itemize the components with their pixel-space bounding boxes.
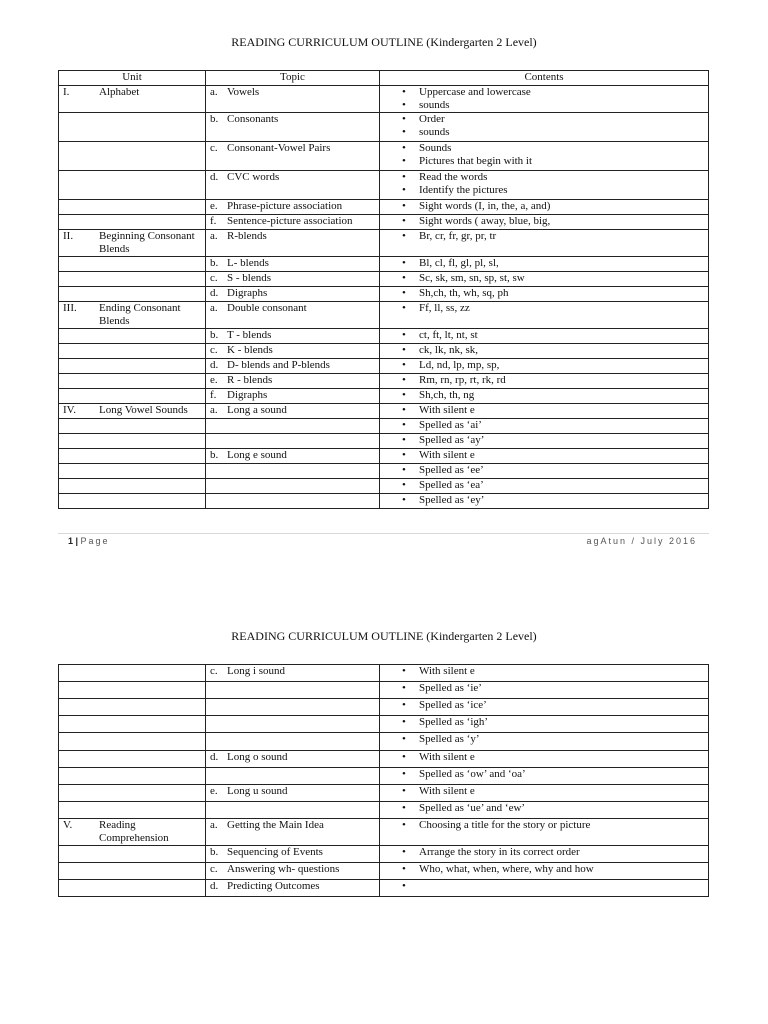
topic-cell (206, 302, 380, 329)
topic-name: D- blends and P-blends (227, 359, 330, 371)
contents-cell (380, 863, 709, 880)
unit-cell (59, 359, 206, 374)
topic-cell (206, 113, 380, 142)
unit-name: Ending Consonant Blends (99, 302, 181, 327)
table-row (59, 230, 709, 257)
topic-name: Long i sound (227, 665, 286, 677)
table-row (59, 494, 709, 509)
table-row (59, 479, 709, 494)
unit-cell (59, 699, 206, 716)
content-bullet: • With silent e (384, 785, 708, 798)
topic-name: Long a sound (227, 404, 287, 416)
topic-letter: d. (210, 287, 219, 299)
table-row (59, 200, 709, 215)
topic-cell (206, 880, 380, 897)
table-row (59, 464, 709, 479)
unit-cell (59, 302, 206, 329)
topic-name: Digraphs (227, 287, 268, 299)
unit-cell (59, 374, 206, 389)
contents-cell (380, 419, 709, 434)
page-footer (58, 533, 709, 550)
topic-cell (206, 819, 380, 846)
contents-cell (380, 699, 709, 716)
contents-cell (380, 287, 709, 302)
unit-cell (59, 287, 206, 302)
content-bullet: • Bl, cl, fl, gl, pl, sl, (384, 257, 708, 270)
unit-number: I. (63, 86, 70, 98)
unit-cell (59, 846, 206, 863)
table-row (59, 374, 709, 389)
table-row (59, 287, 709, 302)
content-bullet: • With silent e (384, 665, 708, 678)
unit-cell (59, 479, 206, 494)
unit-number: II. (63, 230, 74, 242)
topic-cell (206, 374, 380, 389)
unit-number: III. (63, 302, 77, 314)
unit-cell (59, 171, 206, 200)
topic-cell (206, 257, 380, 272)
contents-cell (380, 272, 709, 287)
table-row (59, 819, 709, 846)
topic-letter: b. (210, 113, 219, 125)
topic-header: Topic (206, 71, 380, 86)
contents-cell (380, 257, 709, 272)
unit-cell (59, 86, 206, 113)
topic-cell (206, 802, 380, 819)
contents-cell (380, 785, 709, 802)
topic-letter: c. (210, 272, 218, 284)
content-bullet: • Spelled as ‘ey’ (384, 494, 708, 507)
topic-cell (206, 863, 380, 880)
unit-cell (59, 682, 206, 699)
contents-cell (380, 494, 709, 509)
topic-cell (206, 449, 380, 464)
topic-letter: d. (210, 359, 219, 371)
table-row (59, 302, 709, 329)
topic-letter: f. (210, 215, 217, 227)
unit-cell (59, 215, 206, 230)
table-row (59, 665, 709, 682)
topic-cell (206, 389, 380, 404)
unit-cell (59, 716, 206, 733)
topic-cell (206, 846, 380, 863)
unit-cell (59, 142, 206, 171)
table-row (59, 802, 709, 819)
unit-cell (59, 230, 206, 257)
unit-number: IV. (63, 404, 76, 416)
unit-cell (59, 329, 206, 344)
contents-cell (380, 768, 709, 785)
topic-letter: f. (210, 389, 217, 401)
contents-cell (380, 449, 709, 464)
content-bullet: • Br, cr, fr, gr, pr, tr (384, 230, 708, 243)
curriculum-table-1 (58, 70, 709, 509)
unit-cell (59, 733, 206, 751)
topic-name: Getting the Main Idea (227, 819, 324, 831)
topic-cell (206, 142, 380, 171)
table-header-row (59, 71, 709, 86)
table-row (59, 359, 709, 374)
topic-letter: b. (210, 846, 219, 858)
topic-cell (206, 287, 380, 302)
topic-name: CVC words (227, 171, 280, 183)
page-title-1: READING CURRICULUM OUTLINE (Kindergarten 2 Level) (231, 35, 537, 49)
content-bullet: • Rm, rn, rp, rt, rk, rd (384, 374, 708, 387)
topic-letter: e. (210, 374, 218, 386)
topic-name: Double consonant (227, 302, 307, 314)
unit-name: Reading Comprehension (99, 819, 169, 844)
content-bullet: • Who, what, when, where, why and how (384, 863, 708, 876)
unit-cell (59, 434, 206, 449)
table-row (59, 863, 709, 880)
contents-cell (380, 200, 709, 215)
contents-cell (380, 215, 709, 230)
unit-cell (59, 494, 206, 509)
topic-letter: e. (210, 200, 218, 212)
topic-letter: b. (210, 329, 219, 341)
contents-cell (380, 716, 709, 733)
content-bullet: • Pictures that begin with it (384, 155, 708, 168)
topic-cell (206, 359, 380, 374)
content-bullet: • Spelled as ‘y’ (384, 733, 708, 746)
topic-name: T - blends (227, 329, 272, 341)
table-row (59, 344, 709, 359)
content-bullet: • sounds (384, 126, 708, 139)
contents-cell (380, 880, 709, 897)
contents-cell (380, 682, 709, 699)
topic-letter: e. (210, 785, 218, 797)
unit-name: Beginning Consonant Blends (99, 230, 195, 255)
content-bullet: • With silent e (384, 751, 708, 764)
unit-cell (59, 419, 206, 434)
unit-header: Unit (59, 71, 206, 86)
contents-cell (380, 374, 709, 389)
topic-letter: a. (210, 86, 218, 98)
content-bullet: • Spelled as ‘ea’ (384, 479, 708, 492)
contents-cell (380, 665, 709, 682)
page-number: 1 | Page (68, 536, 110, 546)
contents-cell (380, 230, 709, 257)
contents-cell (380, 344, 709, 359)
topic-letter: c. (210, 344, 218, 356)
table-row (59, 419, 709, 434)
topic-name: R - blends (227, 374, 273, 386)
page-title-2: READING CURRICULUM OUTLINE (Kindergarten 2 Level) (231, 629, 537, 643)
topic-cell (206, 479, 380, 494)
topic-name: Sequencing of Events (227, 846, 323, 858)
unit-cell (59, 257, 206, 272)
content-bullet: • Ld, nd, lp, mp, sp, (384, 359, 708, 372)
contents-cell (380, 434, 709, 449)
content-bullet: • Sh,ch, th, wh, sq, ph (384, 287, 708, 300)
contents-cell (380, 819, 709, 846)
topic-letter: d. (210, 171, 219, 183)
topic-cell (206, 200, 380, 215)
content-bullet: • Choosing a title for the story or picture (384, 819, 708, 832)
content-bullet: • ct, ft, lt, nt, st (384, 329, 708, 342)
topic-name: Answering wh- questions (227, 863, 340, 875)
content-bullet: • Order (384, 113, 708, 126)
unit-name: Long Vowel Sounds (99, 404, 188, 416)
topic-name: Consonants (227, 113, 279, 125)
content-bullet: • Sight words ( away, blue, big, (384, 215, 708, 228)
topic-name: Long u sound (227, 785, 288, 797)
topic-name: Long e sound (227, 449, 287, 461)
topic-letter: d. (210, 751, 219, 763)
topic-letter: c. (210, 142, 218, 154)
topic-letter: a. (210, 302, 218, 314)
contents-cell (380, 464, 709, 479)
unit-cell (59, 768, 206, 785)
topic-letter: c. (210, 665, 218, 677)
topic-name: Phrase-picture association (227, 200, 343, 212)
content-bullet: • Identify the pictures (384, 184, 708, 197)
unit-cell (59, 464, 206, 479)
table-row (59, 716, 709, 733)
unit-number: V. (63, 819, 73, 831)
unit-cell (59, 449, 206, 464)
footer-author-date: agAtun / July 2016 (586, 536, 697, 546)
unit-cell (59, 819, 206, 846)
unit-cell (59, 113, 206, 142)
topic-letter: a. (210, 404, 218, 416)
topic-letter: c. (210, 863, 218, 875)
content-bullet: • Ff, ll, ss, zz (384, 302, 708, 315)
topic-name: R-blends (227, 230, 267, 242)
topic-name: Consonant-Vowel Pairs (227, 142, 331, 154)
contents-header: Contents (380, 71, 709, 86)
topic-cell (206, 665, 380, 682)
table-row (59, 682, 709, 699)
table-row (59, 846, 709, 863)
topic-cell (206, 785, 380, 802)
topic-name: Digraphs (227, 389, 268, 401)
table-row (59, 733, 709, 751)
contents-cell (380, 113, 709, 142)
content-bullet: • Spelled as ‘ay’ (384, 434, 708, 447)
table-row (59, 699, 709, 716)
contents-cell (380, 733, 709, 751)
topic-cell (206, 171, 380, 200)
unit-cell (59, 389, 206, 404)
topic-cell (206, 272, 380, 287)
table-row (59, 434, 709, 449)
content-bullet: • With silent e (384, 449, 708, 462)
topic-letter: b. (210, 449, 219, 461)
unit-cell (59, 665, 206, 682)
topic-letter: d. (210, 880, 219, 892)
topic-letter: a. (210, 819, 218, 831)
content-bullet: • ck, lk, nk, sk, (384, 344, 708, 357)
unit-cell (59, 785, 206, 802)
topic-cell (206, 751, 380, 768)
topic-cell (206, 682, 380, 699)
unit-cell (59, 272, 206, 287)
curriculum-table-2 (58, 664, 709, 897)
topic-cell (206, 464, 380, 479)
table-row (59, 86, 709, 113)
table-row (59, 171, 709, 200)
unit-cell (59, 880, 206, 897)
topic-cell (206, 434, 380, 449)
contents-cell (380, 142, 709, 171)
contents-cell (380, 171, 709, 200)
content-bullet: • Arrange the story in its correct order (384, 846, 708, 859)
topic-name: Sentence-picture association (227, 215, 353, 227)
content-bullet: • With silent e (384, 404, 708, 417)
content-bullet: • sounds (384, 99, 708, 112)
content-bullet: • Sh,ch, th, ng (384, 389, 708, 402)
table-row (59, 404, 709, 419)
contents-cell (380, 359, 709, 374)
table-row (59, 329, 709, 344)
table-row (59, 257, 709, 272)
table-row (59, 785, 709, 802)
topic-cell (206, 419, 380, 434)
contents-cell (380, 479, 709, 494)
topic-letter: b. (210, 257, 219, 269)
topic-cell (206, 716, 380, 733)
content-bullet: • Sc, sk, sm, sn, sp, st, sw (384, 272, 708, 285)
content-bullet: • Spelled as ‘ee’ (384, 464, 708, 477)
table-row (59, 142, 709, 171)
table-row (59, 880, 709, 897)
topic-name: K - blends (227, 344, 273, 356)
unit-cell (59, 404, 206, 419)
topic-name: Vowels (227, 86, 260, 98)
contents-cell (380, 802, 709, 819)
content-bullet: • Uppercase and lowercase (384, 86, 708, 99)
unit-cell (59, 200, 206, 215)
topic-name: Long o sound (227, 751, 288, 763)
topic-name: Predicting Outcomes (227, 880, 320, 892)
table-row (59, 768, 709, 785)
topic-cell (206, 344, 380, 359)
table-row (59, 389, 709, 404)
topic-cell (206, 768, 380, 785)
topic-cell (206, 494, 380, 509)
contents-cell (380, 389, 709, 404)
content-bullet: • Sounds (384, 142, 708, 155)
table-row (59, 449, 709, 464)
topic-letter: a. (210, 230, 218, 242)
content-bullet: • Spelled as ‘ai’ (384, 419, 708, 432)
contents-cell (380, 751, 709, 768)
content-bullet: • Spelled as ‘ow’ and ‘oa’ (384, 768, 708, 781)
content-bullet: • Read the words (384, 171, 708, 184)
table-row (59, 113, 709, 142)
unit-name: Alphabet (99, 86, 140, 98)
table-row (59, 215, 709, 230)
topic-cell (206, 86, 380, 113)
topic-cell (206, 404, 380, 419)
contents-cell (380, 302, 709, 329)
content-bullet: • Spelled as ‘igh’ (384, 716, 708, 729)
contents-cell (380, 846, 709, 863)
topic-name: S - blends (227, 272, 271, 284)
contents-cell (380, 86, 709, 113)
unit-cell (59, 344, 206, 359)
contents-cell (380, 329, 709, 344)
table-row (59, 272, 709, 287)
topic-cell (206, 215, 380, 230)
content-bullet: • Spelled as ‘ue’ and ‘ew’ (384, 802, 708, 815)
topic-cell (206, 329, 380, 344)
content-bullet: • Spelled as ‘ice’ (384, 699, 708, 712)
unit-cell (59, 802, 206, 819)
topic-cell (206, 699, 380, 716)
topic-cell (206, 733, 380, 751)
table-row (59, 751, 709, 768)
unit-cell (59, 751, 206, 768)
content-bullet: • Spelled as ‘ie’ (384, 682, 708, 695)
contents-cell (380, 404, 709, 419)
topic-name: L- blends (227, 257, 269, 269)
content-bullet: • Sight words (I, in, the, a, and) (384, 200, 708, 213)
unit-cell (59, 863, 206, 880)
topic-cell (206, 230, 380, 257)
